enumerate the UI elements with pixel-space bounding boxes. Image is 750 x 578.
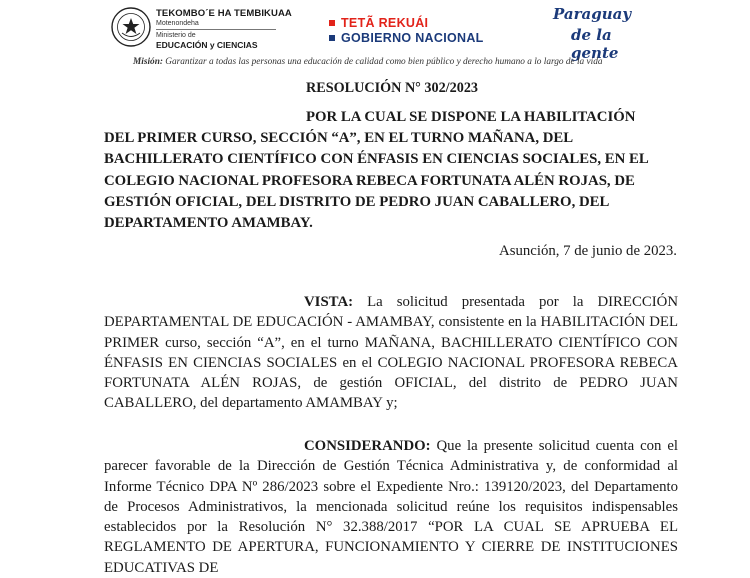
brand-line1: Paraguay (553, 5, 632, 23)
paraguay-brand-logo (551, 3, 661, 62)
mission-statement (133, 57, 603, 67)
ministry-line4: EDUCACIÓN y CIENCIAS (156, 40, 258, 50)
ministry-line3: Ministerio de (156, 29, 276, 40)
considerando-text: Que la presente solicitud cuenta con el parecer favorable de la Dirección de Gestión Técnica Administrativa y, de conformidad al Informe Técnico DPA Nº 286/2023 sobre el Expediente Nro.: 139120/2023, del Departamento de Procesos Administrativos, la mencionada solicitud reúne los requisitos indispensables establecidos por la Resolución N° 32.388/2017 “POR LA CUAL SE APRUEBA EL REGLAMENTO DE APERTURA, FUNCIONAMIENTO Y CIERRE DE INSTITUCIONES EDUCATIVAS DE (104, 438, 678, 576)
mission-label: Misión: (133, 57, 163, 67)
considerando-paragraph (104, 436, 678, 578)
government-block (329, 15, 484, 45)
navy-square-icon (329, 35, 335, 41)
brand-line2: de la gente (571, 26, 619, 62)
red-square-icon (329, 20, 335, 26)
vista-paragraph (104, 292, 678, 414)
considerando-label: CONSIDERANDO: (304, 438, 431, 454)
gov-line2: GOBIERNO NACIONAL (341, 30, 484, 45)
mission-text: Garantizar a todas las personas una educación de calidad como bien público y derecho humano a lo largo de la vida (165, 57, 603, 67)
letterhead (0, 0, 750, 70)
resolution-headline (104, 107, 678, 234)
headline-first-line: POR LA CUAL SE DISPONE LA HABILITACIÓN (306, 109, 636, 125)
resolution-title: RESOLUCIÓN N° 302/2023 (306, 80, 479, 96)
ministry-line2: Motenondeha (156, 20, 199, 27)
ministry-block (156, 8, 292, 50)
document-date: Asunción, 7 de junio de 2023. (499, 243, 677, 259)
vista-label: VISTA: (304, 294, 354, 310)
vista-text: La solicitud presentada por la DIRECCIÓN DEPARTAMENTAL DE EDUCACIÓN - AMAMBAY, consistente en la HABILITACIÓN DEL PRIMER curso, sección “A”, en el turno MAÑANA, BACHILLERATO CIENTÍFICO CON ÉNFASIS EN CIENCIAS SOCIALES en el COLEGIO NACIONAL PROFESORA REBECA FORTUNATA ALÉN ROJAS, de gestión OFICIAL, del distrito de PEDRO JUAN CABALLERO, del departamento AMAMBAY y; (104, 294, 679, 412)
republic-seal-icon (111, 7, 151, 47)
ministry-line1: TEKOMBO´E HA TEMBIKUAA (156, 8, 292, 19)
gov-line1: TETÃ REKUÁI (341, 15, 429, 30)
headline-rest: DEL PRIMER CURSO, SECCIÓN “A”, EN EL TURNO MAÑANA, DEL BACHILLERATO CIENTÍFICO CON ÉNFASIS EN CIENCIAS SOCIALES, EN EL COLEGIO NACIONAL PROFESORA REBECA FORTUNATA ALÉN ROJAS, DE GESTIÓN OFICIAL, DEL DISTRITO DE PEDRO JUAN CABALLERO, DEL DEPARTAMENTO AMAMBAY. (104, 130, 648, 232)
